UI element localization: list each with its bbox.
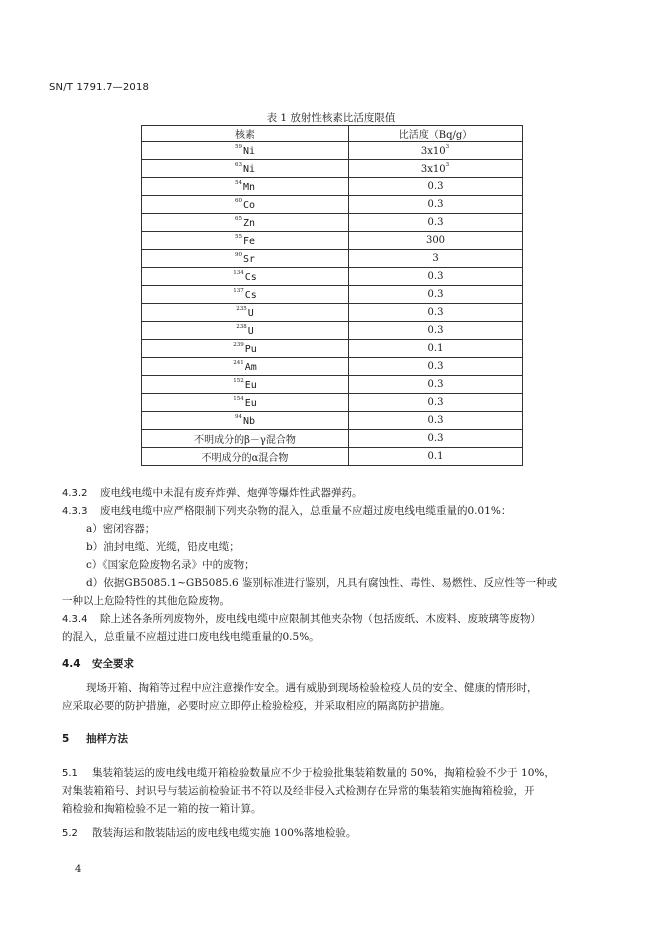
nuclide-cell — [142, 448, 349, 466]
clause-5-1-continuation: 箱检验和掏箱检验不足一箱的按一箱计算。 — [62, 803, 262, 815]
activity-value: 0.1 — [427, 451, 444, 462]
table-row — [142, 286, 523, 304]
mass-number: 63 — [234, 162, 242, 168]
element-symbol: Co — [242, 200, 256, 211]
mass-number: 59 — [234, 144, 242, 150]
nuclide-cell — [142, 340, 349, 358]
section-heading-5 — [62, 731, 128, 746]
table-row — [142, 376, 523, 394]
nuclide-cell — [142, 268, 349, 286]
activity-value: 3x10 — [420, 164, 446, 175]
mixture-label: 不明成分的β－γ混合物 — [194, 435, 296, 446]
clause-4-3-2 — [62, 484, 586, 503]
clause-text: 废电线电缆中未混有废弃炸弹、炮弹等爆炸性武器弹药。 — [100, 487, 363, 499]
mass-number: 55 — [234, 234, 242, 240]
column-header-nuclide: 核素 — [142, 126, 349, 142]
activity-value: 0.1 — [427, 343, 444, 354]
mass-number: 137 — [233, 288, 244, 294]
element-symbol: Sr — [242, 254, 256, 265]
activity-value: 300 — [425, 235, 446, 246]
activity-cell — [349, 304, 523, 322]
activity-value: 0.3 — [427, 217, 444, 228]
column-header-activity: 比活度（Bq/g） — [349, 126, 523, 142]
section-number: 5 — [62, 733, 70, 745]
clause-text: 集装箱装运的废电线电缆开箱检验数量应不少于检验批集装箱数量的 50%，掏箱检验不少于 10%， — [92, 767, 555, 779]
document-header-id: SN/T 1791.7—2018 — [49, 82, 150, 93]
nuclide-cell — [142, 196, 349, 214]
section-number: 4.4 — [62, 658, 81, 670]
list-item: c）《国家危险废物名录》中的废物； — [86, 559, 255, 571]
list-item: a）密闭容器； — [86, 523, 156, 535]
clause-5-1-continuation: 对集装箱箱号、封识号与装运前检验证书不符以及经非侵入式检测存在异常的集装箱实施掏箱检验，开 — [62, 785, 535, 797]
activity-cell — [349, 358, 523, 376]
clause-text: 除上述各条所列废物外，废电线电缆中应限制其他夹杂物（包括废纸、木废料、废玻璃等废物） — [100, 613, 541, 625]
activity-value: 0.3 — [427, 181, 444, 192]
nuclide-cell — [142, 286, 349, 304]
element-symbol: Mn — [242, 182, 256, 193]
clause-4-3-4 — [62, 610, 586, 629]
mass-number: 134 — [233, 270, 244, 276]
activity-cell — [349, 430, 523, 448]
nuclide-cell — [142, 376, 349, 394]
element-symbol: Eu — [244, 398, 257, 409]
activity-value: 0.3 — [427, 415, 444, 426]
nuclide-cell — [142, 394, 349, 412]
activity-value: 0.3 — [427, 289, 444, 300]
activity-value: 0.3 — [427, 379, 444, 390]
element-symbol: Cs — [244, 272, 257, 283]
clause-4-3-3 — [62, 502, 586, 521]
table-row — [142, 304, 523, 322]
activity-cell — [349, 376, 523, 394]
activity-value: 0.3 — [427, 361, 444, 372]
mass-number: 152 — [233, 378, 244, 384]
clause-5-1 — [62, 764, 586, 783]
nuclide-cell — [142, 232, 349, 250]
clause-number: 5.2 — [62, 828, 78, 839]
activity-exponent: 3 — [445, 162, 450, 168]
activity-value: 3x10 — [420, 146, 446, 157]
table-row — [142, 430, 523, 448]
clause-text: 散装海运和散装陆运的废电线电缆实施 100%落地检验。 — [92, 827, 357, 839]
activity-cell — [349, 412, 523, 430]
table-row — [142, 340, 523, 358]
radionuclide-table — [141, 125, 523, 466]
paragraph: 现场开箱、掏箱等过程中应注意操作安全。遇有威胁到现场检验检疫人员的安全、健康的情形时， — [86, 682, 538, 694]
activity-cell — [349, 214, 523, 232]
nuclide-cell — [142, 304, 349, 322]
table-row — [142, 448, 523, 466]
section-heading-4-4 — [62, 656, 134, 671]
list-item-continuation: 一种以上危险特性的其他危险废物。 — [62, 595, 230, 607]
section-title: 安全要求 — [92, 658, 134, 670]
mass-number: 154 — [233, 396, 244, 402]
table-row — [142, 232, 523, 250]
table-row — [142, 178, 523, 196]
nuclide-cell — [142, 358, 349, 376]
nuclide-cell — [142, 160, 349, 178]
element-symbol: Ni — [242, 164, 256, 175]
clause-text: 废电线电缆中应严格限制下列夹杂物的混入，总重量不应超过废电线电缆重量的0.01%： — [100, 505, 512, 517]
activity-value: 3 — [432, 253, 439, 264]
element-symbol: Eu — [244, 380, 257, 391]
mass-number: 239 — [233, 342, 244, 348]
table-body — [142, 142, 523, 466]
mixture-label: 不明成分的α混合物 — [201, 453, 289, 464]
activity-cell — [349, 268, 523, 286]
activity-value: 0.3 — [427, 397, 444, 408]
element-symbol: Am — [244, 362, 257, 373]
activity-cell — [349, 160, 523, 178]
activity-cell — [349, 322, 523, 340]
activity-cell — [349, 142, 523, 160]
table-row — [142, 250, 523, 268]
activity-cell — [349, 232, 523, 250]
activity-cell — [349, 448, 523, 466]
activity-cell — [349, 178, 523, 196]
list-item: d）依据GB5085.1~GB5085.6 鉴别标准进行鉴别，凡具有腐蚀性、毒性、易燃性、反应性等一种或 — [86, 577, 558, 589]
table-row — [142, 142, 523, 160]
activity-cell — [349, 250, 523, 268]
element-symbol: Fe — [242, 236, 256, 247]
activity-cell — [349, 196, 523, 214]
element-symbol: U — [247, 326, 254, 337]
activity-value: 0.3 — [427, 307, 444, 318]
mass-number: 60 — [234, 198, 242, 204]
mass-number: 235 — [236, 306, 247, 312]
mass-number: 241 — [233, 360, 244, 366]
nuclide-cell — [142, 430, 349, 448]
element-symbol: Nb — [242, 416, 256, 427]
table-caption: 表 1 放射性核素比活度限值 — [266, 112, 396, 124]
element-symbol: Pu — [244, 344, 257, 355]
section-title: 抽样方法 — [86, 733, 128, 745]
table-row — [142, 160, 523, 178]
nuclide-cell — [142, 322, 349, 340]
element-symbol: Ni — [242, 146, 256, 157]
mass-number: 90 — [234, 252, 242, 258]
clause-number: 4.3.4 — [62, 614, 88, 625]
table-row — [142, 196, 523, 214]
activity-cell — [349, 340, 523, 358]
mass-number: 65 — [234, 216, 242, 222]
activity-value: 0.3 — [427, 325, 444, 336]
list-item: b）油封电缆、光缆，铅皮电缆； — [86, 541, 240, 553]
mass-number: 238 — [236, 324, 247, 330]
clause-number: 5.1 — [62, 768, 78, 779]
activity-cell — [349, 286, 523, 304]
table-row — [142, 394, 523, 412]
page-number: 4 — [75, 864, 82, 875]
clause-number: 4.3.3 — [62, 506, 88, 517]
nuclide-cell — [142, 250, 349, 268]
table-header-row — [142, 126, 523, 142]
mass-number: 54 — [234, 180, 242, 186]
activity-value: 0.3 — [427, 433, 444, 444]
clause-number: 4.3.2 — [62, 488, 88, 499]
nuclide-cell — [142, 178, 349, 196]
element-symbol: Cs — [244, 290, 257, 301]
paragraph-continuation: 应采取必要的防护措施，必要时应立即停止检验检疫，并采取相应的隔离防护措施。 — [62, 700, 451, 712]
element-symbol: U — [247, 308, 254, 319]
activity-value: 0.3 — [427, 271, 444, 282]
table-row — [142, 268, 523, 286]
table-row — [142, 358, 523, 376]
activity-value: 0.3 — [427, 199, 444, 210]
table-row — [142, 412, 523, 430]
mass-number: 94 — [234, 414, 242, 420]
clause-5-2 — [62, 824, 586, 843]
clause-4-3-4-continuation: 的混入，总重量不应超过进口废电线电缆重量的0.5%。 — [62, 631, 320, 643]
nuclide-cell — [142, 412, 349, 430]
activity-cell — [349, 394, 523, 412]
table-row — [142, 214, 523, 232]
nuclide-cell — [142, 142, 349, 160]
element-symbol: Zn — [242, 218, 256, 229]
table-row — [142, 322, 523, 340]
activity-exponent: 3 — [445, 144, 450, 150]
nuclide-cell — [142, 214, 349, 232]
